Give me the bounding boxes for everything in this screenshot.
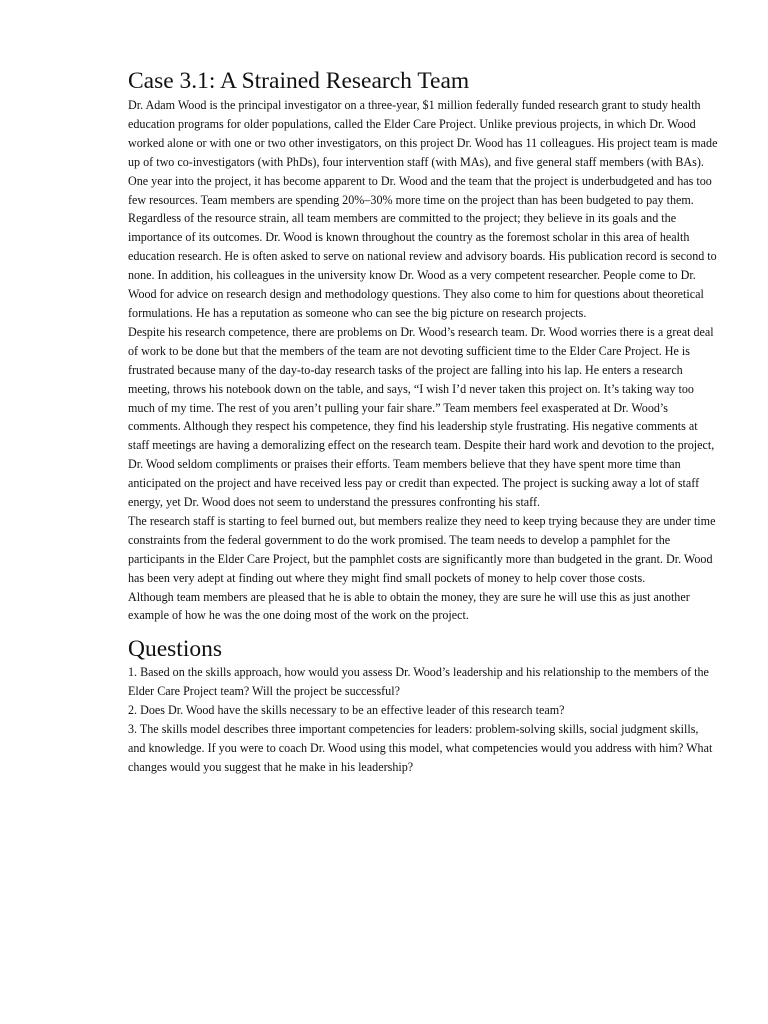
question-item: 1. Based on the skills approach, how would you assess Dr. Wood’s leadership and his relationship to the members of the Elder Care Project team? Will the project be successful? <box>128 665 709 699</box>
case-title: Case 3.1: A Strained Research Team <box>128 68 470 94</box>
question-item: 2. Does Dr. Wood have the skills necessary to be an effective leader of this research team? <box>128 703 565 718</box>
questions-heading: Questions <box>128 636 222 663</box>
document-page <box>128 66 718 777</box>
paragraph-problems: Despite his research competence, there are problems on Dr. Wood’s research team. Dr. Wood worries there is a great deal of work to be done but that the members of the team are not devoting sufficient time to the Elder Care Project. He is frustrated because many of the day-to-day research tasks of the project are falling into his lap. He enters a research meeting, throws his notebook down on the table, and says, “I wish I’d never taken this project on. It’s taking way too much of my time. The rest of you aren’t pulling your fair share.” Team members feel exasperated at Dr. Wood’s comments. Although they respect his competence, they find his leadership style frustrating. His negative comments at staff meetings are having a demoralizing effect on the research team. Despite their hard work and devotion to the project, Dr. Wood seldom compliments or praises their efforts. Team members believe that they have spent more time than anticipated on the project and have received less pay or credit than expected. The project is sucking away a lot of staff energy, yet Dr. Wood does not seem to understand the pressures confronting his staff. <box>128 324 715 510</box>
paragraph-burnout: The research staff is starting to feel burned out, but members realize they need to keep trying because they are under time constraints from the federal government to do the work promised. The team needs to develop a pamphlet for the participants in the Elder Care Project, but the pamphlet costs are significantly more than budgeted in the grant. Dr. Wood has been very adept at finding out where they might find small pockets of money to help cover those costs. <box>128 513 716 585</box>
paragraph-intro: Dr. Adam Wood is the principal investigator on a three-year, $1 million federally funded research grant to study health education programs for older populations, called the Elder Care Project. Unlike previous projects, in which Dr. Wood worked alone or with one or two other investigators, on this project Dr. Wood has 11 colleagues. His project team is made up of two co-investigators (with PhDs), four intervention staff (with MAs), and five general staff members (with BAs). One year into the project, it has become apparent to Dr. Wood and the team that the project is underbudgeted and has too few resources. Team members are spending 20%–30% more time on the project than has been budgeted to pay them. Regardless of the resource strain, all team members are committed to the project; they believe in its goals and the importance of its outcomes. Dr. Wood is known throughout the country as the foremost scholar in this area of health education research. He is often asked to serve on national review and advisory boards. His publication record is second to none. In addition, his colleagues in the university know Dr. Wood as a very competent researcher. People come to Dr. Wood for advice on research design and methodology questions. They also come to him for questions about theoretical formulations. He has a reputation as someone who can see the big picture on research projects. <box>128 98 718 320</box>
question-item: 3. The skills model describes three important competencies for leaders: problem-solving skills, social judgment skills, and knowledge. If you were to coach Dr. Wood using this model, what competencies would you address with him? What changes would you suggest that he make in his leadership? <box>128 722 713 774</box>
paragraph-conclusion: Although team members are pleased that he is able to obtain the money, they are sure he will use this as just another example of how he was the one doing most of the work on the project. <box>128 589 690 623</box>
